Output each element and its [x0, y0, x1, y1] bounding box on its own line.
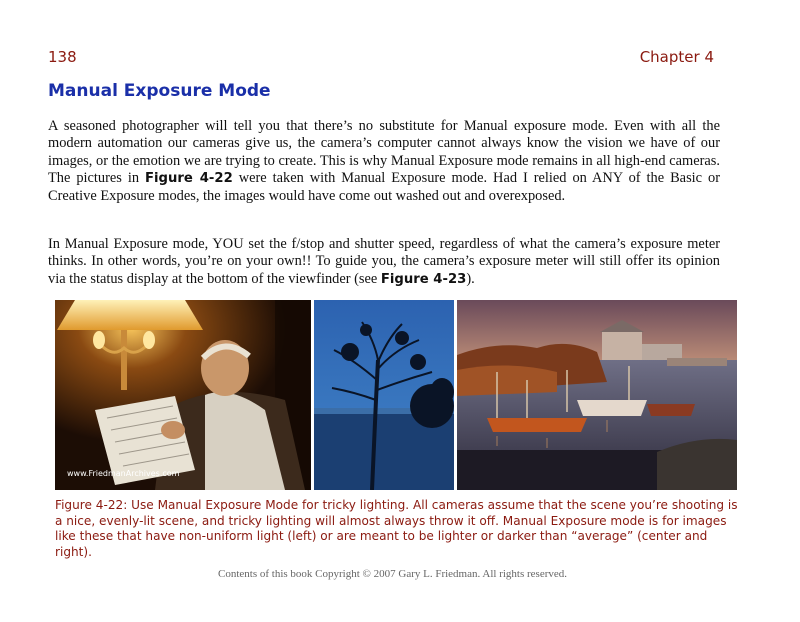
caption-text: Use Manual Exposure Mode for tricky lighting. All cameras assume that the scene you’re shooting is a nice, evenly-lit scene, and tricky lighting will almost always throw it off. Manual Exposure mode is for images like these that have non-uniform light (left) or are meant to be lighter or darker than “average” (center and right). [55, 498, 738, 559]
paragraph-intro-text-b: were taken with Manual Exposure mode. Had I relied on ANY of the Basic or Creative Exposure modes, the images would have come out washed out and overexposed. [48, 170, 720, 204]
photo-blue-tree-graphic [314, 300, 454, 490]
photo-harbor-at-sunset [457, 300, 737, 490]
photo-watermark: www.FriedmanArchives.com [67, 469, 180, 478]
chapter-label: Chapter 4 [639, 48, 714, 66]
page-number: 138 [48, 48, 77, 66]
paragraph-manual-text-b: ). [466, 270, 475, 287]
figure-caption [55, 498, 745, 560]
photo-man-reading-graphic [55, 300, 311, 490]
figure-ref-4-22: Figure 4-22 [145, 171, 233, 187]
paragraph-manual-mode [48, 236, 720, 288]
paragraph-intro [48, 118, 720, 205]
photo-harbor-graphic [457, 300, 737, 490]
paragraph-manual-text-a: In Manual Exposure mode, YOU set the f/stop and shutter speed, regardless of what the camera’s exposure meter thinks. In other words, you’re on your own!! To guide you, the camera’s exposure meter will still offer its opinion via the status display at the bottom of the viewfinder (see [48, 236, 720, 287]
section-title: Manual Exposure Mode [48, 81, 271, 101]
figure-ref-4-23: Figure 4-23 [380, 271, 467, 287]
paragraph-intro-text-a: A seasoned photographer will tell you that there’s no substitute for Manual exposure mode. Even with all the modern automation our cameras give us, the camera’s computer cannot always know the vision we have of our images, or the emotion we are trying to create. This is why Manual Exposure mode remains in all high-end cameras. The pictures in [48, 118, 720, 187]
photo-blue-dusk-tree [314, 300, 454, 490]
photo-man-reading-under-lamp [55, 300, 311, 490]
copyright-footer: Contents of this book Copyright © 2007 Gary L. Friedman. All rights reserved. [217, 568, 567, 580]
caption-label: Figure 4-22: [55, 498, 128, 512]
